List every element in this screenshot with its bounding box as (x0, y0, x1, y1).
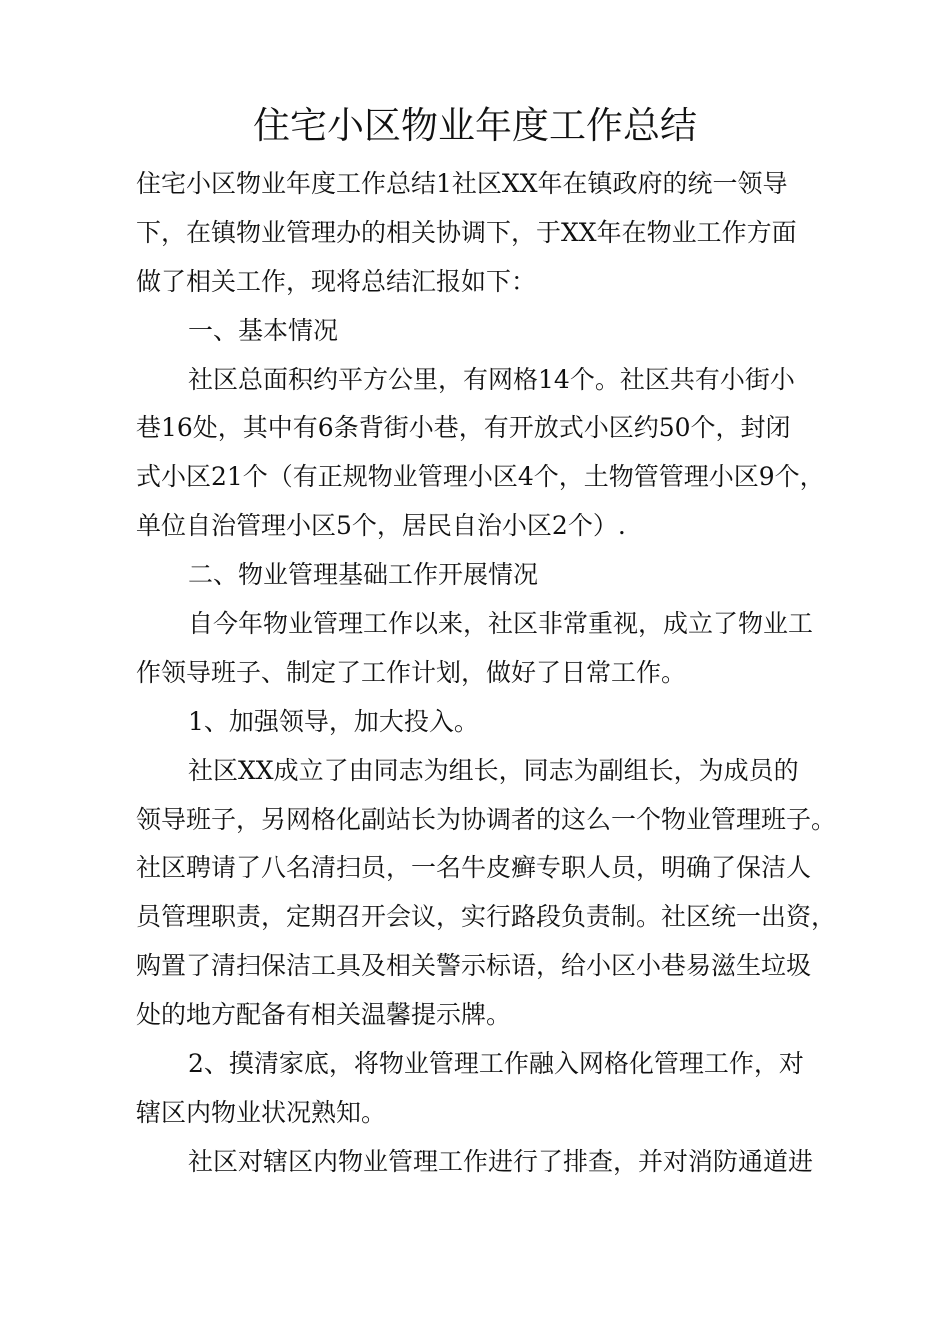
body-text-line: 辖区内物业状况熟知。 (136, 1097, 387, 1127)
body-text-line: 巷16处，其中有6条背街小巷，有开放式小区约50个，封闭 (136, 413, 791, 443)
body-text-line: 领导班子，另网格化副站长为协调者的这么一个物业管理班子。 (136, 804, 837, 834)
body-text-line: 二、物业管理基础工作开展情况 (188, 560, 539, 590)
body-text-line: 1、加强领导，加大投入。 (188, 706, 479, 736)
body-text-line: 员管理职责，定期召开会议，实行路段负责制。社区统一出资， (136, 902, 837, 932)
body-text-line: 住宅小区物业年度工作总结1社区XX年在镇政府的统一领导 (136, 169, 788, 198)
body-text-line: 一、基本情况 (188, 315, 339, 345)
body-text-line: 做了相关工作，现将总结汇报如下： (136, 266, 537, 296)
document-body (136, 160, 846, 1187)
body-text-line: 社区XX成立了由同志为组长，同志为副组长，为成员的 (188, 755, 799, 785)
body-text-line: 式小区21个（有正规物业管理小区4个，土物管管理小区9个， (136, 462, 825, 492)
body-text-line: 下，在镇物业管理办的相关协调下，于XX年在物业工作方面 (136, 217, 797, 247)
body-text-line: 社区聘请了八名清扫员，一名牛皮癣专职人员，明确了保洁人 (136, 853, 812, 883)
body-text-line: 处的地方配备有相关温馨提示牌。 (136, 1000, 512, 1030)
body-text-line: 购置了清扫保洁工具及相关警示标语，给小区小巷易滋生垃圾 (136, 951, 812, 981)
body-text-line: 社区对辖区内物业管理工作进行了排查，并对消防通道进 (188, 1146, 814, 1176)
body-text-line: 自今年物业管理工作以来，社区非常重视，成立了物业工 (188, 609, 814, 639)
body-text-line: 单位自治管理小区5个，居民自治小区2个）. (136, 511, 626, 541)
body-text-line: 作领导班子、制定了工作计划，做好了日常工作。 (136, 657, 687, 687)
body-text-line: 2、摸清家底，将物业管理工作融入网格化管理工作，对 (188, 1049, 804, 1079)
document-title: 住宅小区物业年度工作总结 (253, 104, 697, 147)
body-text-line: 社区总面积约平方公里，有网格14个。社区共有小街小 (188, 364, 795, 394)
